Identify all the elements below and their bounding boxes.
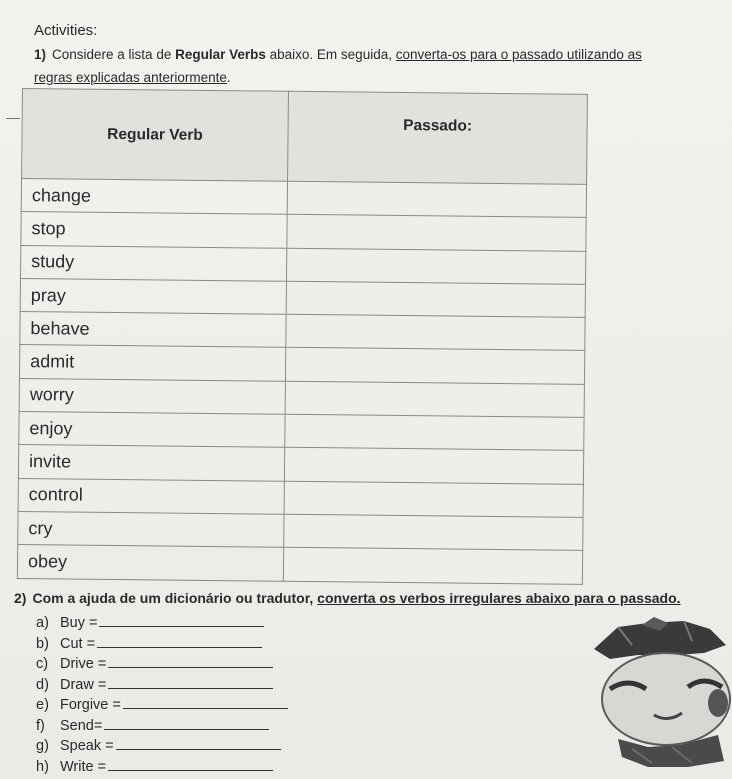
item-label: Speak = [60,738,114,754]
irregular-verb-item [36,675,288,696]
verb-cell: worry [19,378,285,414]
question-1-bold: Regular Verbs [175,47,266,62]
item-letter: e) [36,697,49,713]
question-2-number: 2) [14,590,27,606]
passado-answer-cell[interactable] [286,314,585,350]
item-letter: h) [36,758,49,775]
verb-cell: study [21,245,287,281]
item-label: Write = [60,758,107,775]
item-letter: a) [36,615,49,631]
verb-cell: control [18,478,284,514]
answer-blank-line[interactable] [116,737,281,750]
item-letter: d) [36,676,49,693]
verb-cell: pray [20,278,286,314]
item-letter: b) [36,635,49,652]
answer-blank-line[interactable] [108,758,273,771]
item-label: Send= [60,717,103,734]
question-1-text-b: abaixo. Em seguida, [265,47,396,62]
verb-cell: stop [21,212,287,248]
item-label: Drive = [60,656,107,672]
question-1 [34,43,674,89]
passado-answer-cell[interactable] [284,481,583,517]
passado-answer-cell[interactable] [284,514,583,550]
question-1-underlined: converta-os para o passado utilizando as [395,47,642,62]
question-1-text-a: Considere a lista de [52,47,176,62]
item-letter: f) [36,717,45,734]
question-1-text-end: . [226,70,231,85]
activities-heading: Activities: [34,22,98,39]
irregular-verb-item [36,736,288,757]
verb-cell: behave [20,312,286,348]
passado-answer-cell[interactable] [287,181,586,217]
question-2-text-a: Com a ajuda de um dicionário ou tradutor, [32,590,318,606]
passado-answer-cell[interactable] [287,215,586,251]
irregular-verb-item [36,716,288,737]
irregular-verb-item [36,634,288,655]
irregular-verb-item [36,613,288,634]
verb-cell: obey [17,545,283,581]
verb-row [17,545,582,584]
passado-answer-cell[interactable] [286,248,585,284]
passado-answer-cell[interactable] [283,548,582,584]
answer-blank-line[interactable] [108,655,273,668]
answer-blank-line[interactable] [97,635,262,648]
passado-answer-cell[interactable] [285,381,584,417]
margin-mark [6,118,20,119]
irregular-verb-list [36,613,288,777]
answer-blank-line[interactable] [104,717,269,730]
verb-table-wrapper [17,88,588,584]
regular-verb-table [17,88,588,584]
irregular-verb-item [36,695,288,716]
header-passado: Passado: [288,91,588,184]
item-letter: g) [36,738,49,754]
question-1-number: 1) [34,47,47,62]
answer-blank-line[interactable] [123,696,288,709]
question-2 [14,590,681,606]
passado-answer-cell[interactable] [285,414,584,450]
item-label: Buy = [60,615,98,631]
question-1-underlined-2: regras explicadas anteriormente [34,70,227,85]
verb-cell: enjoy [19,412,285,448]
passado-answer-cell[interactable] [285,348,584,384]
mascot-illustration [588,615,732,779]
verb-cell: invite [18,445,284,481]
irregular-verb-item [36,757,288,778]
item-label: Cut = [60,635,96,652]
answer-blank-line[interactable] [99,614,264,627]
header-regular-verb: Regular Verb [22,89,289,182]
item-label: Draw = [60,676,107,693]
item-letter: c) [36,656,49,672]
question-2-underlined: converta os verbos irregulares abaixo para o passado. [317,590,681,606]
answer-blank-line[interactable] [108,676,273,689]
item-label: Forgive = [60,697,121,713]
passado-answer-cell[interactable] [286,281,585,317]
verb-cell: change [21,179,287,215]
verb-cell: cry [18,511,284,547]
irregular-verb-item [36,654,288,675]
passado-answer-cell[interactable] [284,448,583,484]
verb-cell: admit [19,345,285,381]
